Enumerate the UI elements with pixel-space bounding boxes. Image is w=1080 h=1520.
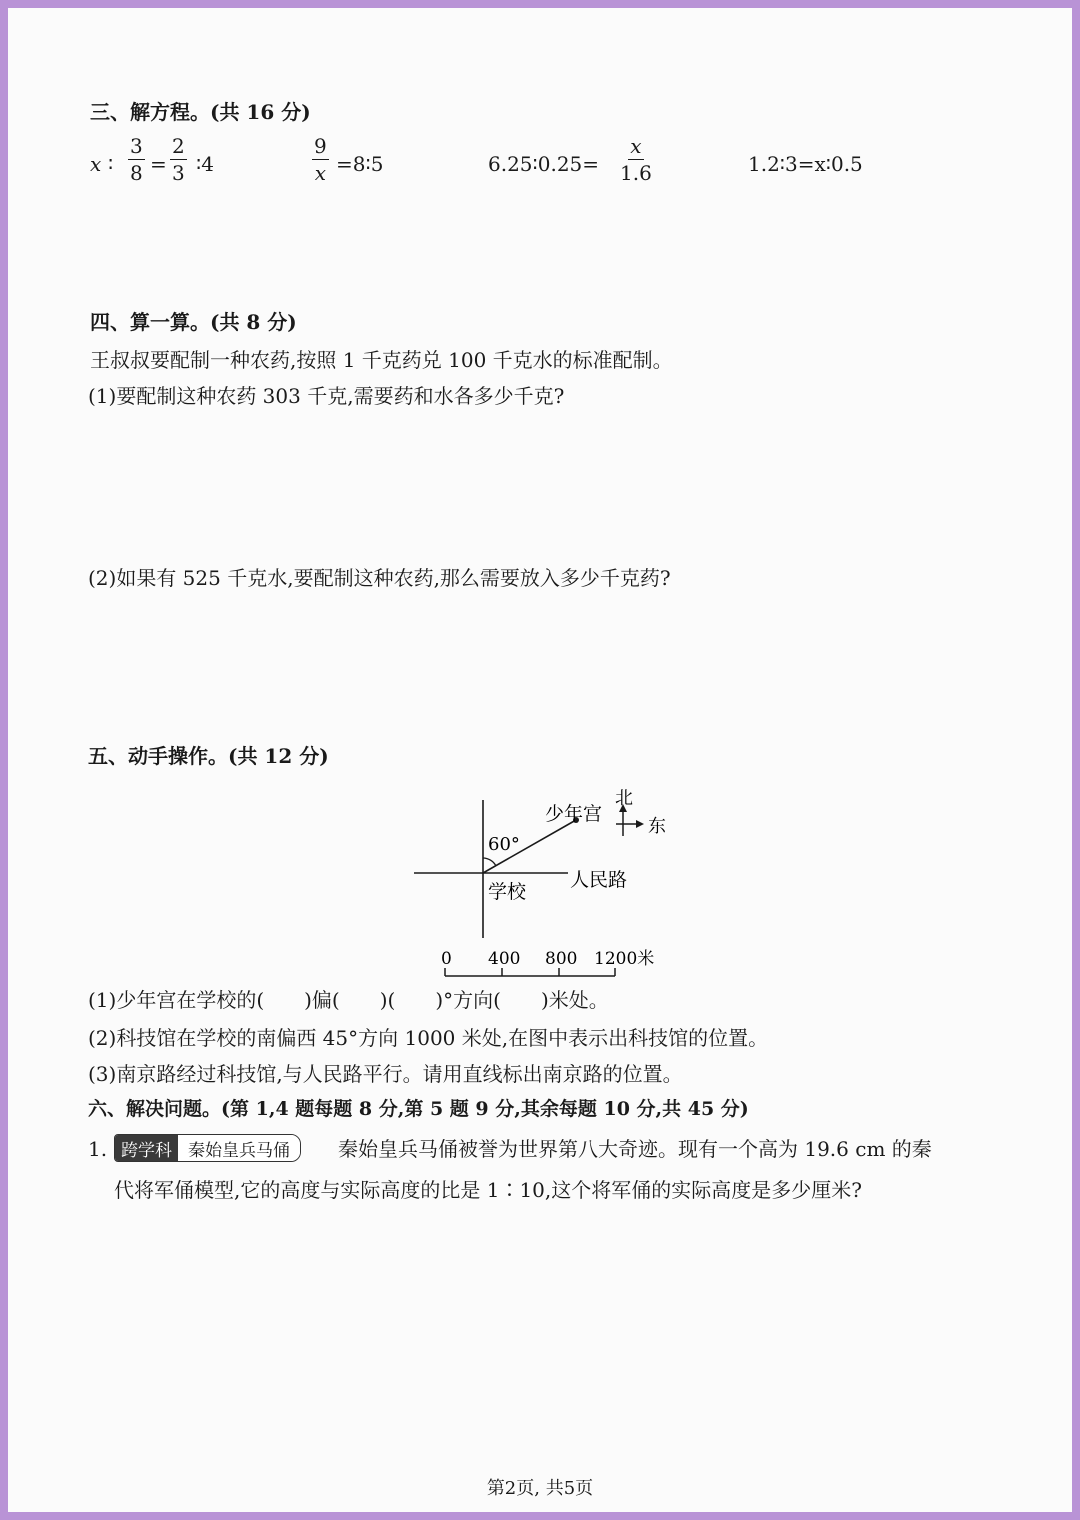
angle-arc [483, 858, 496, 866]
direction-map-diagram [398, 778, 718, 988]
section6-title: 六、解决问题。(第 1,4 题每题 8 分,第 5 题 9 分,其余每题 10 分,共 45 分) [88, 1098, 749, 1120]
eq1-fraction-1: $\frac{3}{8}$ [130, 134, 143, 185]
eq1-colon: ∶ [108, 152, 114, 176]
label-palace: 少年宫 [545, 803, 603, 825]
label-road: 人民路 [570, 869, 628, 891]
section4-question-2: (2)如果有 525 千克水,要配制这种农药,那么需要放入多少千克药? [88, 566, 671, 590]
section6-q1-line2: 代将军俑模型,它的高度与实际高度的比是 1∶10,这个将军俑的实际高度是多少厘米? [114, 1178, 862, 1202]
section5-question-2: (2)科技馆在学校的南偏西 45°方向 1000 米处,在图中表示出科技馆的位置。 [88, 1026, 769, 1050]
section4-title: 四、算一算。(共 8 分) [90, 310, 297, 334]
interdisciplinary-tag [114, 1134, 301, 1162]
section4-question-1: (1)要配制这种农药 303 千克,需要药和水各多少千克? [88, 384, 565, 408]
equation-4: 1.2∶3=x∶0.5 [748, 152, 863, 176]
scale-label-0: 0 [441, 949, 452, 969]
label-school: 学校 [488, 881, 527, 903]
scale-label-1200: 1200米 [594, 949, 655, 969]
section6-q1-number: 1. [88, 1137, 108, 1161]
section5-title: 五、动手操作。(共 12 分) [88, 744, 329, 768]
eq2-tail: =8∶5 [336, 152, 384, 176]
label-east: 东 [648, 816, 666, 837]
eq1-equals: = [150, 152, 167, 176]
section4-intro: 王叔叔要配制一种农药,按照 1 千克药兑 100 千克水的标准配制。 [90, 348, 673, 372]
label-north: 北 [615, 788, 633, 809]
eq3-fraction: $\frac{x}{1.6}$ [620, 134, 652, 185]
section3-title: 三、解方程。(共 16 分) [90, 100, 311, 124]
tag-label-terracotta: 秦始皇兵马俑 [178, 1135, 300, 1161]
worksheet-page [8, 8, 1072, 1512]
scale-label-400: 400 [488, 949, 521, 969]
page-footer: 第2页, 共5页 [486, 1478, 594, 1499]
label-angle: 60° [488, 834, 520, 855]
tag-label-interdisciplinary: 跨学科 [115, 1135, 178, 1161]
eq1-tail: ∶4 [196, 152, 214, 176]
section5-question-1: (1)少年宫在学校的( )偏( )( )°方向( )米处。 [88, 988, 609, 1012]
section5-question-3: (3)南京路经过科技馆,与人民路平行。请用直线标出南京路的位置。 [88, 1062, 683, 1086]
scale-label-800: 800 [545, 949, 578, 969]
eq3-lead: 6.25∶0.25= [488, 152, 600, 176]
compass-east-arrow [636, 820, 644, 828]
eq1-x: x [90, 152, 102, 176]
section6-q1-line1: 秦始皇兵马俑被誉为世界第八大奇迹。现有一个高为 19.6 cm 的秦 [338, 1137, 932, 1161]
eq1-fraction-2: $\frac{2}{3}$ [172, 134, 185, 185]
eq2-fraction: $\frac{9}{x}$ [314, 134, 327, 185]
